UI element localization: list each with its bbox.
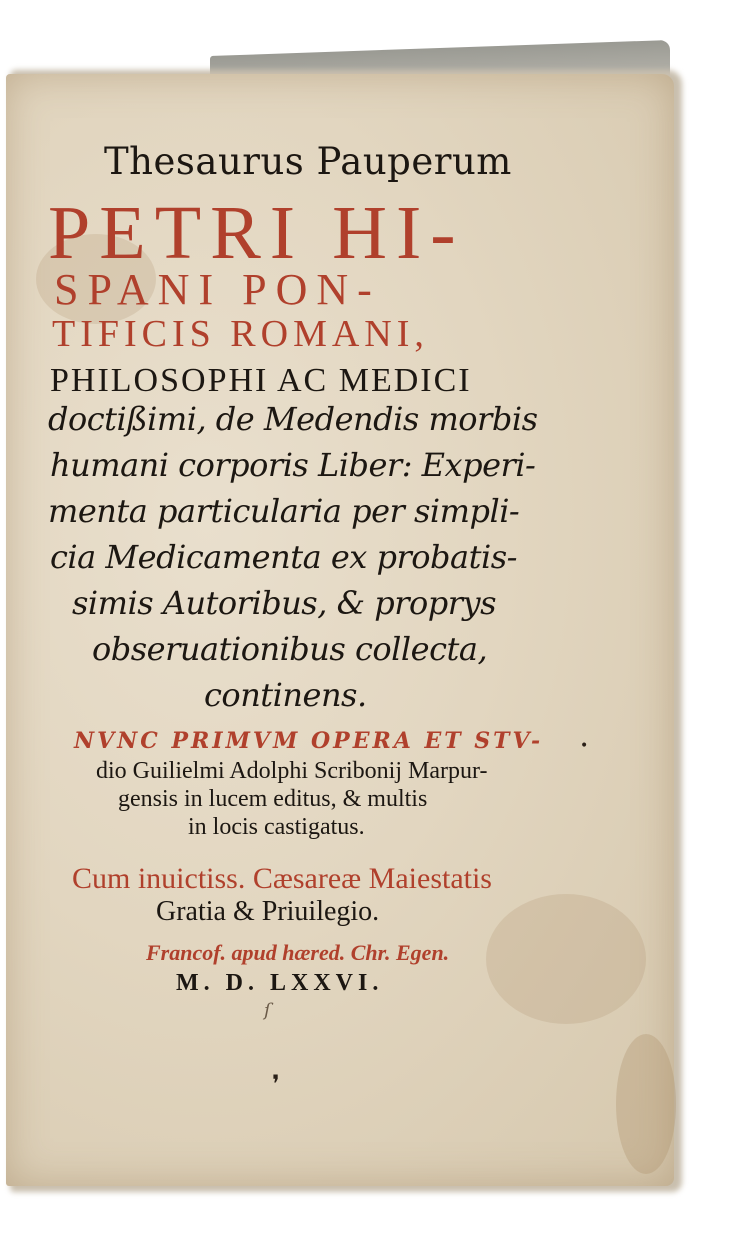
title-philosophi: PHILOSOPHI AC MEDICI	[50, 362, 472, 399]
body-line: humani corporis Liber: Experi-	[50, 446, 536, 484]
body-line: menta particularia per simpli-	[48, 492, 520, 530]
ink-blot-mark: ❜	[272, 1070, 280, 1098]
body-line-continens: continens.	[204, 676, 367, 714]
title-thesaurus: Thesaurus Pauperum	[104, 140, 512, 183]
body-line: cia Medicamenta ex probatis-	[50, 538, 517, 576]
editor-line: dio Guilielmi Adolphi Scribonij Marpur-	[96, 758, 488, 784]
imprint-line: Francof. apud hæred. Chr. Egen.	[146, 940, 450, 965]
privilege-gratia: Gratia & Priuilegio.	[156, 896, 380, 927]
ink-dot-mark: •	[580, 738, 589, 754]
body-line: simis Autoribus, & proprys	[72, 584, 497, 622]
pencil-mark: ſ	[264, 1000, 271, 1021]
paper-stain	[616, 1034, 676, 1174]
editor-line: gensis in lucem editus, & multis	[118, 786, 428, 812]
editor-line: in locis castigatus.	[188, 814, 365, 840]
privilege-line: Cum inuictiss. Cæsareæ Maiestatis	[72, 862, 492, 895]
editor-heading: NVNC PRIMVM OPERA ET STV-	[74, 728, 544, 754]
title-spani: SPANI PON-	[54, 265, 381, 314]
body-line: obseruationibus collecta,	[92, 630, 488, 668]
body-line: doctißimi, de Medendis morbis	[48, 400, 538, 438]
title-tificis: TIFICIS ROMANI,	[52, 313, 429, 355]
imprint-date: M. D. LXXVI.	[176, 970, 384, 996]
title-petri: PETRI HI-	[48, 191, 465, 275]
